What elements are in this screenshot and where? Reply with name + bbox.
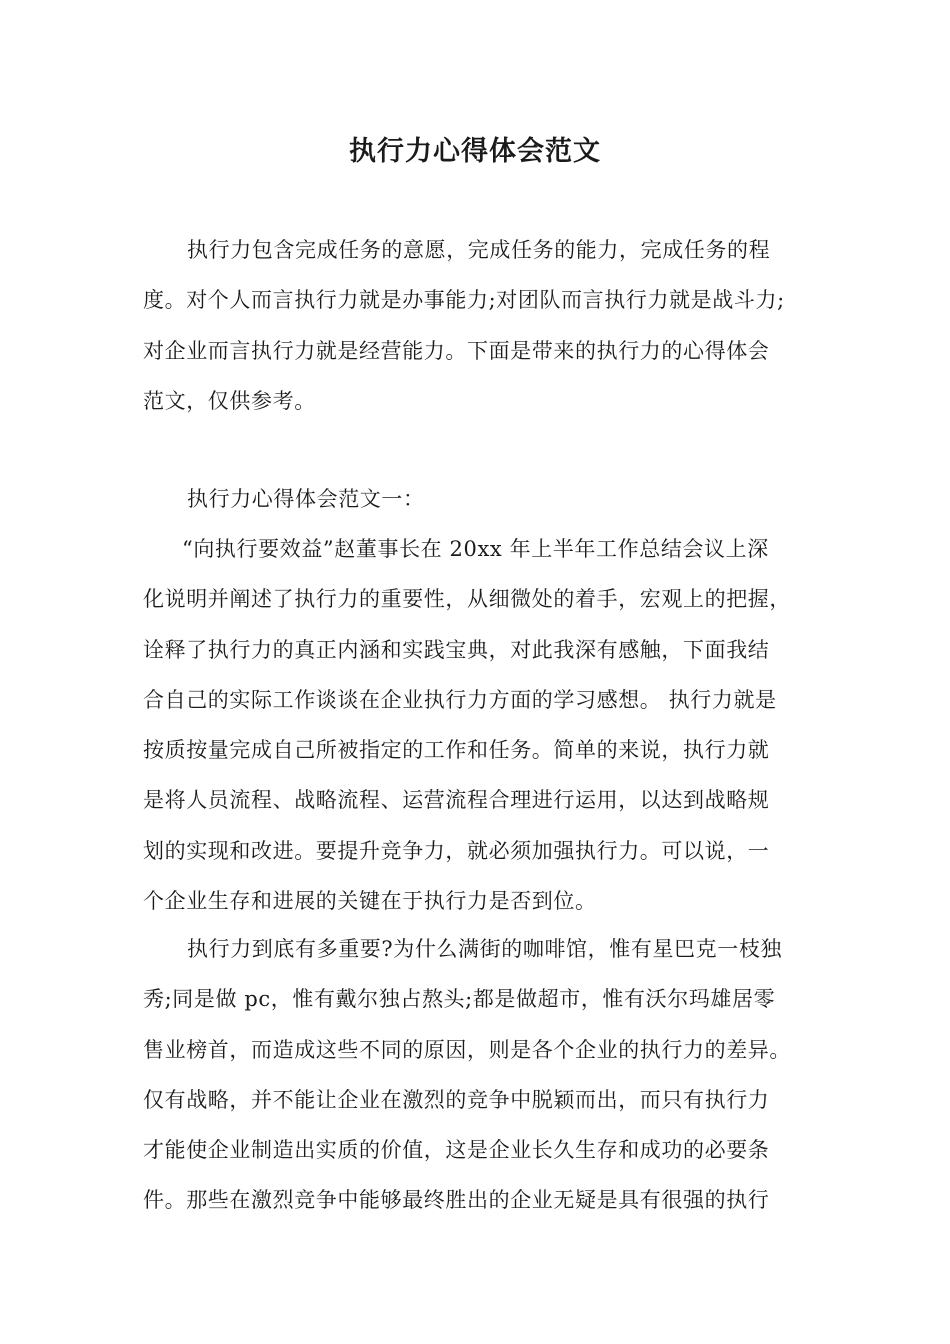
paragraph-line: 按质按量完成自己所被指定的工作和任务。简单的来说，执行力就 [143,738,770,763]
paragraph-line: 化说明并阐述了执行力的重要性，从细微处的着手，宏观上的把握， [143,587,791,612]
paragraph-line: 秀;同是做 pc，惟有戴尔独占熬头;都是做超市，惟有沃尔玛雄居零 [143,987,776,1012]
paragraph-line: 仅有战略，并不能让企业在激烈的竞争中脱颖而出，而只有执行力 [143,1087,770,1112]
intro-line: 度。对个人而言执行力就是办事能力;对团队而言执行力就是战斗力; [143,288,785,313]
paragraph-line: “向执行要效益”赵董事长在 20xx 年上半年工作总结会议上深 [182,537,769,561]
body-paragraph-2 [143,924,818,1226]
intro-line: 范文，仅供参考。 [143,388,316,413]
paragraph-line: 才能使企业制造出实质的价值，这是企业长久生存和成功的必要条 [143,1138,770,1163]
paragraph-line: 件。那些在激烈竞争中能够最终胜出的企业无疑是具有很强的执行 [143,1188,770,1213]
intro-line: 执行力包含完成任务的意愿，完成任务的能力，完成任务的程 [187,238,771,262]
intro-paragraph [143,225,818,426]
paragraph-line: 执行力到底有多重要?为什么满街的咖啡馆，惟有星巴克一枝独 [187,937,783,961]
paragraph-line: 诠释了执行力的真正内涵和实践宝典，对此我深有感触，下面我结 [143,637,770,662]
intro-line: 对企业而言执行力就是经营能力。下面是带来的执行力的心得体会 [143,338,770,363]
paragraph-line: 合自己的实际工作谈谈在企业执行力方面的学习感想。 执行力就是 [143,687,777,712]
body-paragraph-1 [143,524,818,926]
section-heading [143,474,818,524]
section-heading-text: 执行力心得体会范文一： [187,487,425,511]
paragraph-line: 售业榜首，而造成这些不同的原因，则是各个企业的执行力的差异。 [143,1037,791,1062]
paragraph-line: 是将人员流程、战略流程、运营流程合理进行运用，以达到战略规 [143,788,770,813]
paragraph-line: 划的实现和改进。要提升竞争力，就必须加强执行力。可以说，一 [143,838,770,863]
paragraph-line: 个企业生存和进展的关键在于执行力是否到位。 [143,889,597,914]
document-title: 执行力心得体会范文 [349,136,601,167]
